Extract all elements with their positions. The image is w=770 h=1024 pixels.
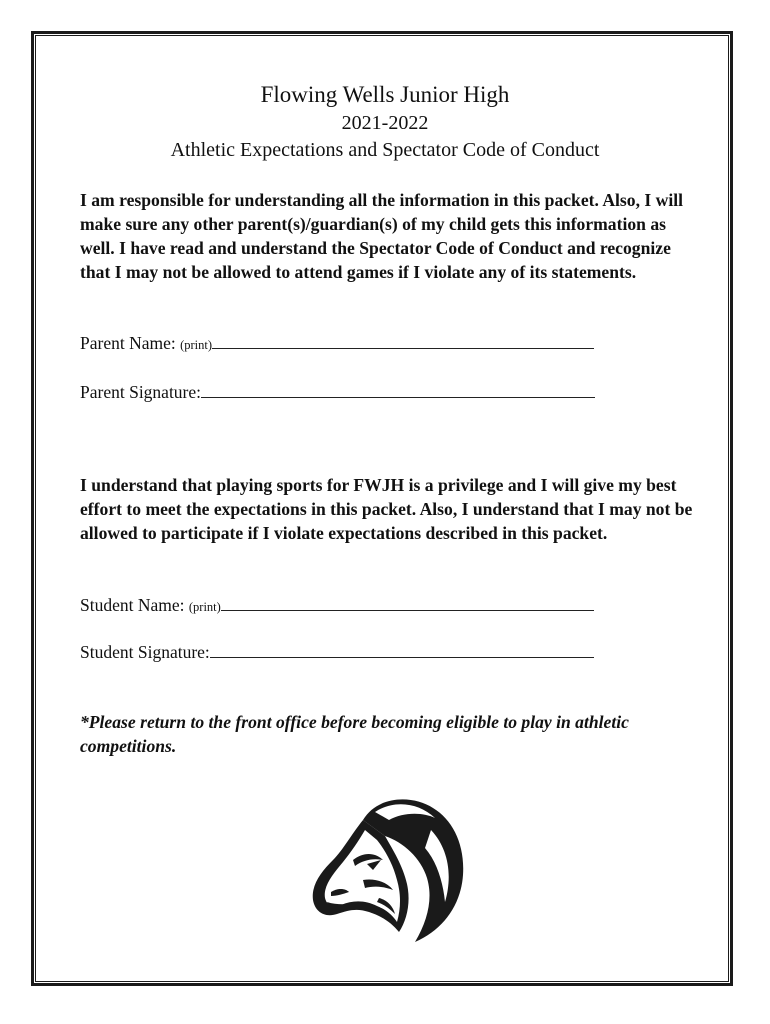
parent-signature-field[interactable]: [201, 381, 595, 398]
parent-name-field[interactable]: [212, 332, 594, 349]
student-signature-label: Student Signature:: [80, 642, 210, 662]
return-instructions: *Please return to the front office before becoming eligible to play in athletic competitions.: [80, 712, 629, 756]
school-year: 2021-2022: [341, 112, 429, 134]
student-signature-field[interactable]: [210, 641, 594, 658]
mustang-horse-head-icon: [303, 790, 473, 950]
student-name-hint: (print): [188, 600, 221, 614]
parent-name-hint: (print): [180, 338, 213, 352]
document-title: Athletic Expectations and Spectator Code of Conduct: [170, 139, 600, 161]
student-statement: I understand that playing sports for FWJH is a privilege and I will give my best effort to meet the expectations in this packet. Also, I understand that I may not be allowed to participate if I violate expectations described in this packet.: [80, 475, 693, 543]
student-signature-line: [80, 640, 594, 664]
student-name-label: Student Name:: [80, 595, 185, 615]
parent-statement: I am responsible for understanding all the information in this packet. Also, I will make sure any other parent(s)/guardian(s) of my child gets this information as well. I have read and understand the Spectator Code of Conduct and recognize that I may not be allowed to attend games if I violate any of its statements.: [80, 190, 683, 282]
student-name-line: [80, 593, 594, 619]
student-name-field[interactable]: [221, 594, 594, 611]
parent-name-label: Parent Name:: [80, 333, 176, 353]
parent-signature-label: Parent Signature:: [80, 382, 202, 402]
school-name: Flowing Wells Junior High: [260, 82, 510, 107]
document-header: [0, 80, 770, 164]
parent-signature-line: [80, 380, 595, 404]
parent-name-line: [80, 331, 594, 357]
